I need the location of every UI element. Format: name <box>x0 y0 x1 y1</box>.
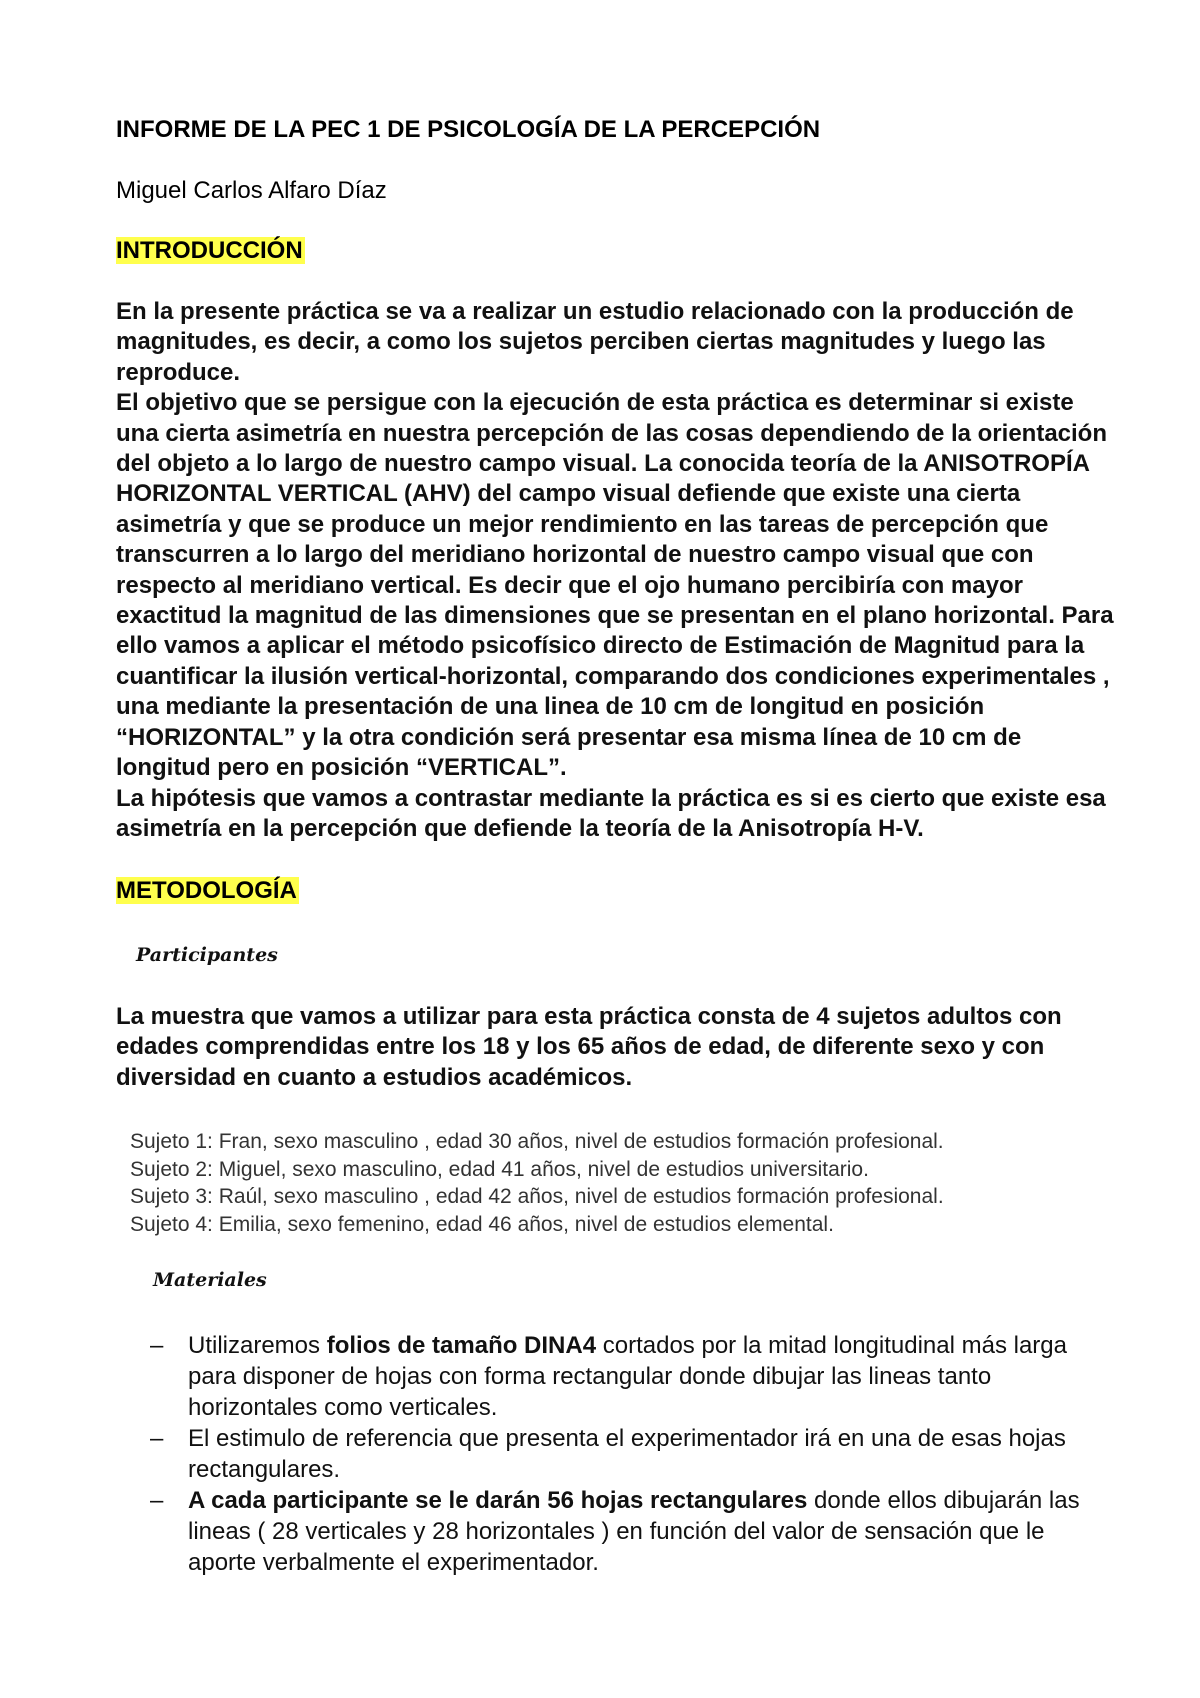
materials-list-item <box>116 1330 1116 1423</box>
introduction-heading <box>116 236 305 266</box>
introduction-body <box>116 297 1116 844</box>
materials-list-item <box>116 1423 1116 1485</box>
introduction-paragraph: El objetivo que se persigue con la ejecución de esta práctica es determinar si existe una cierta asimetría en nuestra percepción de las cosas dependiendo de la orientación del objeto a lo largo de nuestro campo visual. La conocida teoría de la ANISOTROPÍA HORIZONTAL VERTICAL (AHV) del campo visual defiende que existe una cierta asimetría y que se produce un mejor rendimiento en las tareas de percepción que transcurren a lo largo del meridiano horizontal de nuestro campo visual que con respecto al meridiano vertical. Es decir que el ojo humano percibiría con mayor exactitud la magnitud de las dimensiones que se presentan en el plano horizontal. Para ello vamos a aplicar el método psicofísico directo de Estimación de Magnitud para la cuantificar la ilusión vertical-horizontal, comparando dos condiciones experimentales , una mediante la presentación de una linea de 10 cm de longitud en posición “HORIZONTAL” y la otra condición será presentar esa misma línea de 10 cm de longitud pero en posición “VERTICAL”. <box>116 389 1114 782</box>
subject-line: Sujeto 1: Fran, sexo masculino , edad 30 años, nivel de estudios formación profesional. <box>130 1130 944 1153</box>
document-title: INFORME DE LA PEC 1 DE PSICOLOGÍA DE LA PERCEPCIÓN <box>116 116 821 143</box>
materials-list <box>116 1330 1116 1578</box>
subjects-list <box>130 1128 944 1238</box>
dash-bullet-icon: – <box>150 1332 164 1359</box>
item-text: donde ellos dibujarán las lineas ( 28 verticales y 28 horizontales ) en función del valor de sensación que le aporte verbalmente el experimentador. <box>188 1487 1080 1576</box>
methodology-heading <box>116 876 299 906</box>
introduction-paragraph: En la presente práctica se va a realizar un estudio relacionado con la producción de magnitudes, es decir, a como los sujetos perciben ciertas magnitudes y luego las reproduce. <box>116 298 1074 386</box>
dash-bullet-icon: – <box>150 1425 164 1452</box>
subject-line: Sujeto 3: Raúl, sexo masculino , edad 42 años, nivel de estudios formación profesional. <box>130 1185 944 1208</box>
materials-heading: Materiales <box>153 1269 267 1291</box>
item-bold-text: A cada participante se le darán 56 hojas rectangulares <box>188 1487 808 1514</box>
participants-description <box>116 1002 1116 1093</box>
materials-list-item <box>116 1485 1116 1578</box>
introduction-heading-text: INTRODUCCIÓN <box>116 237 303 264</box>
participants-paragraph: La muestra que vamos a utilizar para esta práctica consta de 4 sujetos adultos con edades comprendidas entre los 18 y los 65 años de edad, de diferente sexo y con diversidad en cuanto a estudios académicos. <box>116 1003 1062 1091</box>
author-name: Miguel Carlos Alfaro Díaz <box>116 177 387 204</box>
item-text: El estimulo de referencia que presenta el experimentador irá en una de esas hojas rectangulares. <box>188 1425 1066 1483</box>
item-text: cortados por la mitad longitudinal más larga para disponer de hojas con forma rectangular donde dibujar las lineas tanto horizontales como verticales. <box>188 1332 1067 1421</box>
subject-line: Sujeto 4: Emilia, sexo femenino, edad 46 años, nivel de estudios elemental. <box>130 1212 834 1236</box>
subject-line: Sujeto 2: Miguel, sexo masculino, edad 41 años, nivel de estudios universitario. <box>130 1157 869 1181</box>
item-bold-text: folios de tamaño DINA4 <box>326 1332 597 1359</box>
introduction-paragraph: La hipótesis que vamos a contrastar mediante la práctica es si es cierto que existe esa asimetría en la percepción que defiende la teoría de la Anisotropía H-V. <box>116 784 1106 842</box>
item-text: Utilizaremos <box>188 1332 327 1359</box>
methodology-heading-text: METODOLOGÍA <box>116 877 297 904</box>
participants-heading: Participantes <box>136 944 278 966</box>
dash-bullet-icon: – <box>150 1487 164 1514</box>
